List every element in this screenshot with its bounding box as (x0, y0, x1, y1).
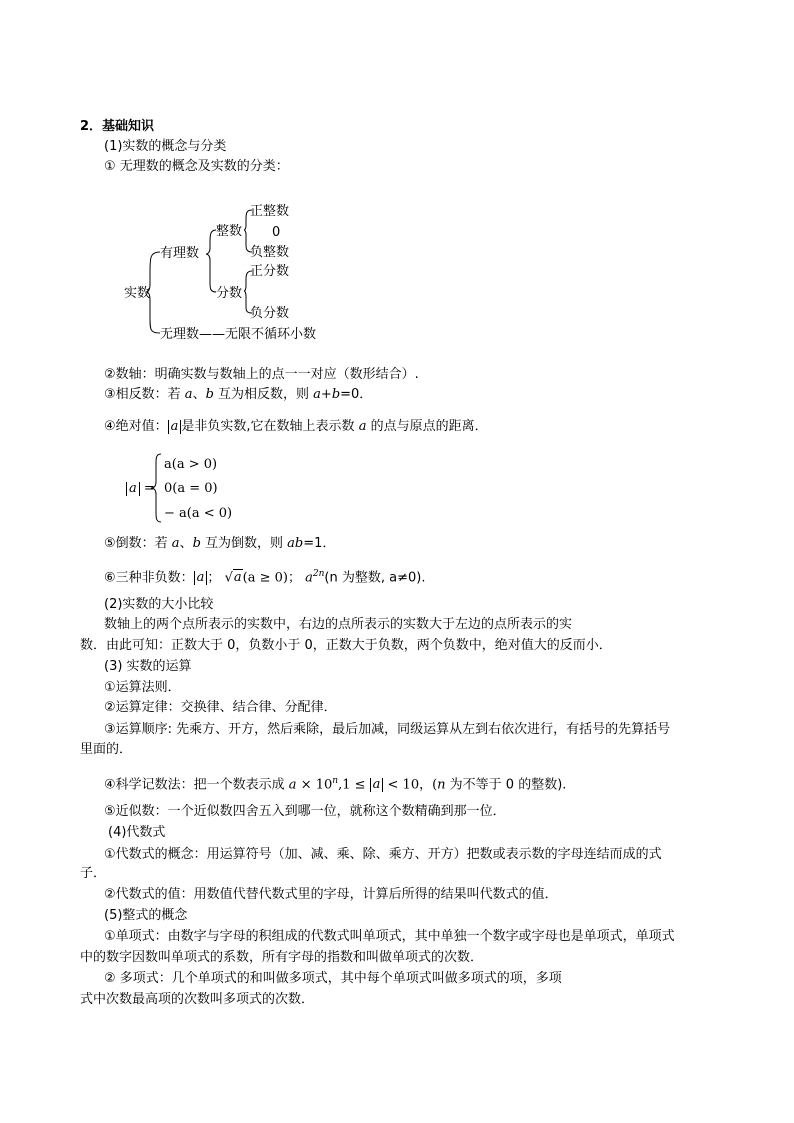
abs-lhs: a (126, 482, 140, 496)
item-operation-rules: ①运算法则． (104, 680, 181, 695)
tree-root-real: 实数 (124, 286, 151, 301)
item-opposite-number: ③相反数：若 a、b 互为相反数，则 a+b=0． (104, 387, 373, 402)
comparison-line-1: 数轴上的两个点所表示的实数中，右边的点所表示的实数大于左边的点所表示的实 (104, 617, 573, 632)
piecewise-case-2: 0(a = 0) (164, 481, 218, 496)
tree-irrational: 无理数——无限不循环小数 (160, 327, 317, 342)
piecewise-case-3: − a(a < 0) (164, 506, 233, 521)
item-approximation: ⑤近似数：一个近似数四舍五入到哪一位，就称这个数精确到那一位． (104, 804, 506, 819)
section-heading: 2．基础知识 (80, 119, 155, 134)
tree-zero: 0 (272, 225, 281, 240)
tree-positive-fraction: 正分数 (250, 264, 290, 279)
item-reciprocal: ⑤倒数：若 a、b 互为倒数，则 ab=1． (104, 536, 336, 551)
brace-fraction (244, 271, 252, 313)
item-absolute-value: ④绝对值： a 是非负实数,它在数轴上表示数 a 的点与原点的距离． (104, 419, 488, 434)
tree-fraction: 分数 (216, 286, 243, 301)
abs-symbol: a (168, 420, 182, 434)
item-expression-concept: ①代数式的概念：用运算符号（加、减、乘、除、乘方、开方）把数或表示数的字母连结而成的式 (104, 847, 662, 862)
piecewise-brace (150, 452, 164, 524)
piecewise-case-1: a(a > 0) (164, 457, 218, 472)
item-polynomial: ② 多项式：几个单项式的和叫做多项式，其中每个单项式叫做多项式的项，多项 (104, 971, 562, 986)
item-three-nonnegatives: ⑥三种非负数： a ； √a(a ≥ 0)； $a^{2n}(n$ 为整数, a≠0). (104, 569, 426, 586)
item-number-line: ②数轴：明确实数与数轴上的点一一对应（数形结合）. (104, 367, 419, 382)
tree-negative-integer: 负整数 (250, 245, 290, 260)
item-operation-order-cont: 里面的． (80, 742, 133, 757)
item-monomial: ①单项式：由数字与字母的积组成的代数式叫单项式，其中单独一个数字或字母也是单项式，单项式 (104, 929, 675, 944)
item-polynomial-cont: 式中次数最高项的次数叫多项式的次数． (80, 992, 315, 1007)
brace-integer (244, 210, 252, 252)
tree-rational: 有理数 (160, 246, 200, 261)
item-irrational-concept: ① 无理数的概念及实数的分类： (104, 159, 289, 174)
item-scientific-notation: ④科学记数法：把一个数表示成 $a \times 10^n,1 \le a < 10$，(n 为不等于 0 的整数). (104, 776, 567, 793)
item-operation-laws: ②运算定律：交换律、结合律、分配律． (104, 700, 337, 715)
item-expression-concept-cont: 子． (80, 866, 107, 881)
brace-rational (206, 230, 216, 292)
subsection-title-comparison: (2)实数的大小比较 (104, 597, 214, 612)
comparison-line-2: 数．由此可知：正数大于 0，负数小于 0，正数大于负数，两个负数中，绝对值大的反而小． (80, 638, 612, 653)
tree-positive-integer: 正整数 (250, 204, 290, 219)
tree-integer: 整数 (216, 224, 243, 239)
subsection-title-algebraic-expression: (4)代数式 (108, 825, 166, 840)
subsection-title-classification: (1)实数的概念与分类 (104, 139, 227, 154)
item-operation-order: ③运算顺序: 先乘方、开方，然后乘除，最后加减，同级运算从左到右依次进行，有括号的先算括号 (104, 722, 671, 737)
tree-negative-fraction: 负分数 (250, 306, 290, 321)
subsection-title-polynomial: (5)整式的概念 (104, 908, 188, 923)
subsection-title-operations: (3) 实数的运算 (104, 659, 192, 674)
brace-real (146, 252, 160, 333)
item-expression-value: ②代数式的值：用数值代替代数式里的字母，计算后所得的结果叫代数式的值． (104, 887, 558, 902)
item-monomial-cont: 中的数字因数叫单项式的系数，所有字母的指数和叫做单项式的次数． (80, 950, 484, 965)
